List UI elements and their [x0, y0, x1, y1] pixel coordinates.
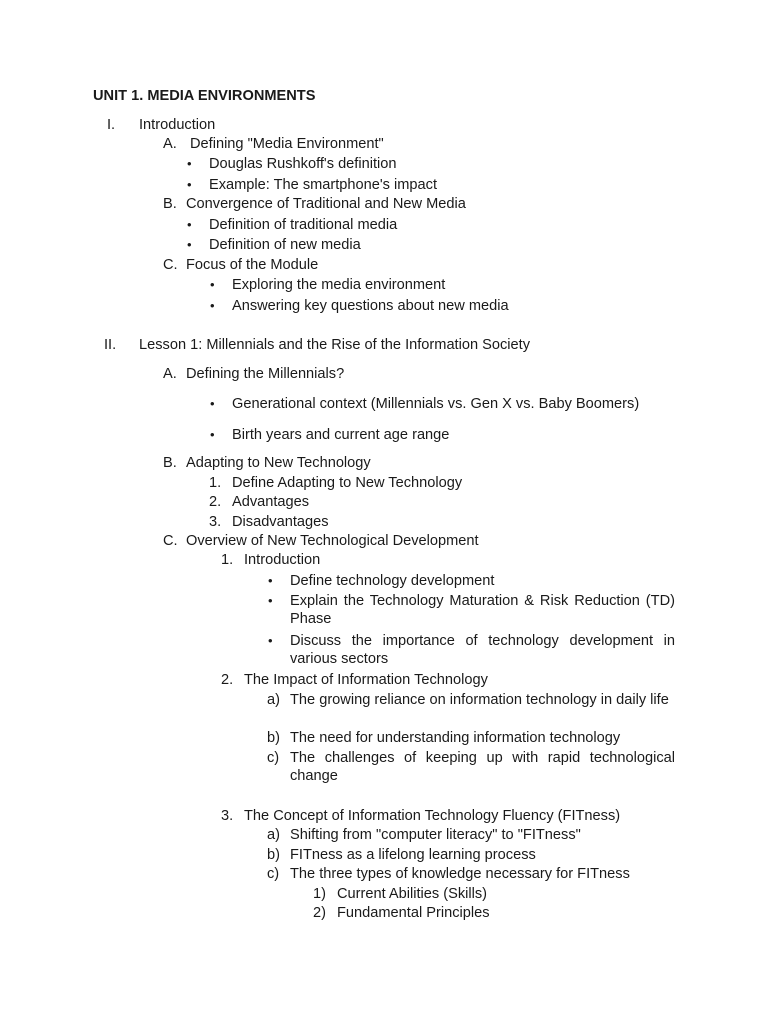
- item-text: The growing reliance on information technology in daily life: [290, 692, 669, 708]
- item-text: Convergence of Traditional and New Media: [186, 196, 466, 212]
- item-text: Fundamental Principles: [337, 905, 490, 921]
- item-text: Current Abilities (Skills): [337, 886, 488, 902]
- bullet-icon: •: [187, 237, 192, 252]
- bullet-text: Explain the Technology Maturation & Risk Reduction (TD) Phase: [290, 593, 675, 627]
- bullet-text: Answering key questions about new media: [232, 298, 509, 314]
- item-marker: B.: [163, 196, 177, 212]
- section-heading: Lesson 1: Millennials and the Rise of the Information Society: [139, 337, 531, 353]
- item-text: Adapting to New Technology: [186, 455, 371, 471]
- item-text: Overview of New Technological Development: [186, 533, 479, 549]
- bullet-text: Definition of traditional media: [209, 217, 398, 233]
- item-marker: A.: [163, 136, 177, 152]
- item-marker: 2.: [221, 672, 234, 688]
- bullet-text: Birth years and current age range: [232, 427, 450, 443]
- bullet-text: Define technology development: [290, 573, 495, 589]
- bullet-icon: •: [187, 177, 192, 192]
- bullet-text: Generational context (Millennials vs. Gen X vs. Baby Boomers): [232, 396, 640, 412]
- unit-title: UNIT 1. MEDIA ENVIRONMENTS: [93, 88, 316, 104]
- item-text: Shifting from "computer literacy" to "FITness": [290, 827, 581, 843]
- item-marker: b): [267, 847, 280, 863]
- item-marker: 1.: [221, 552, 234, 568]
- section-number: II.: [104, 337, 117, 353]
- item-text: Define Adapting to New Technology: [232, 475, 463, 491]
- item-text: Defining "Media Environment": [190, 136, 384, 152]
- bullet-icon: •: [210, 427, 215, 442]
- item-text: Introduction: [244, 552, 321, 568]
- bullet-text: Discuss the importance of technology development in various sectors: [290, 633, 675, 667]
- item-marker: B.: [163, 455, 177, 471]
- item-marker: 2.: [209, 494, 222, 510]
- bullet-icon: •: [187, 156, 192, 171]
- item-marker: C.: [163, 257, 178, 273]
- bullet-text: Douglas Rushkoff's definition: [209, 156, 397, 172]
- item-marker: c): [267, 750, 280, 766]
- item-text: The three types of knowledge necessary for FITness: [290, 866, 630, 882]
- item-marker: 2): [313, 905, 326, 921]
- bullet-icon: •: [268, 573, 273, 588]
- item-marker: 1.: [209, 475, 222, 491]
- bullet-icon: •: [210, 298, 215, 313]
- item-marker: A.: [163, 366, 177, 382]
- item-marker: 3.: [221, 808, 234, 824]
- bullet-text: Definition of new media: [209, 237, 361, 253]
- item-marker: 1): [313, 886, 326, 902]
- item-text: The need for understanding information technology: [290, 730, 621, 746]
- bullet-text: Exploring the media environment: [232, 277, 446, 293]
- bullet-icon: •: [187, 217, 192, 232]
- item-text: Disadvantages: [232, 514, 329, 530]
- bullet-icon: •: [210, 277, 215, 292]
- bullet-icon: •: [268, 593, 273, 608]
- item-marker: b): [267, 730, 280, 746]
- item-text: Advantages: [232, 494, 310, 510]
- item-text: FITness as a lifelong learning process: [290, 847, 536, 863]
- section-number: I.: [107, 117, 116, 133]
- item-text: The Impact of Information Technology: [244, 672, 488, 688]
- item-text: The challenges of keeping up with rapid technological change: [290, 750, 675, 784]
- bullet-icon: •: [268, 633, 273, 648]
- item-text: Defining the Millennials?: [186, 366, 345, 382]
- item-marker: a): [267, 827, 280, 843]
- item-text: The Concept of Information Technology Fluency (FITness): [244, 808, 621, 824]
- item-marker: C.: [163, 533, 178, 549]
- item-text: Focus of the Module: [186, 257, 319, 273]
- section-heading: Introduction: [139, 117, 216, 133]
- bullet-icon: •: [210, 396, 215, 411]
- bullet-text: Example: The smartphone's impact: [209, 177, 438, 193]
- item-marker: 3.: [209, 514, 222, 530]
- item-marker: a): [267, 692, 280, 708]
- item-marker: c): [267, 866, 280, 882]
